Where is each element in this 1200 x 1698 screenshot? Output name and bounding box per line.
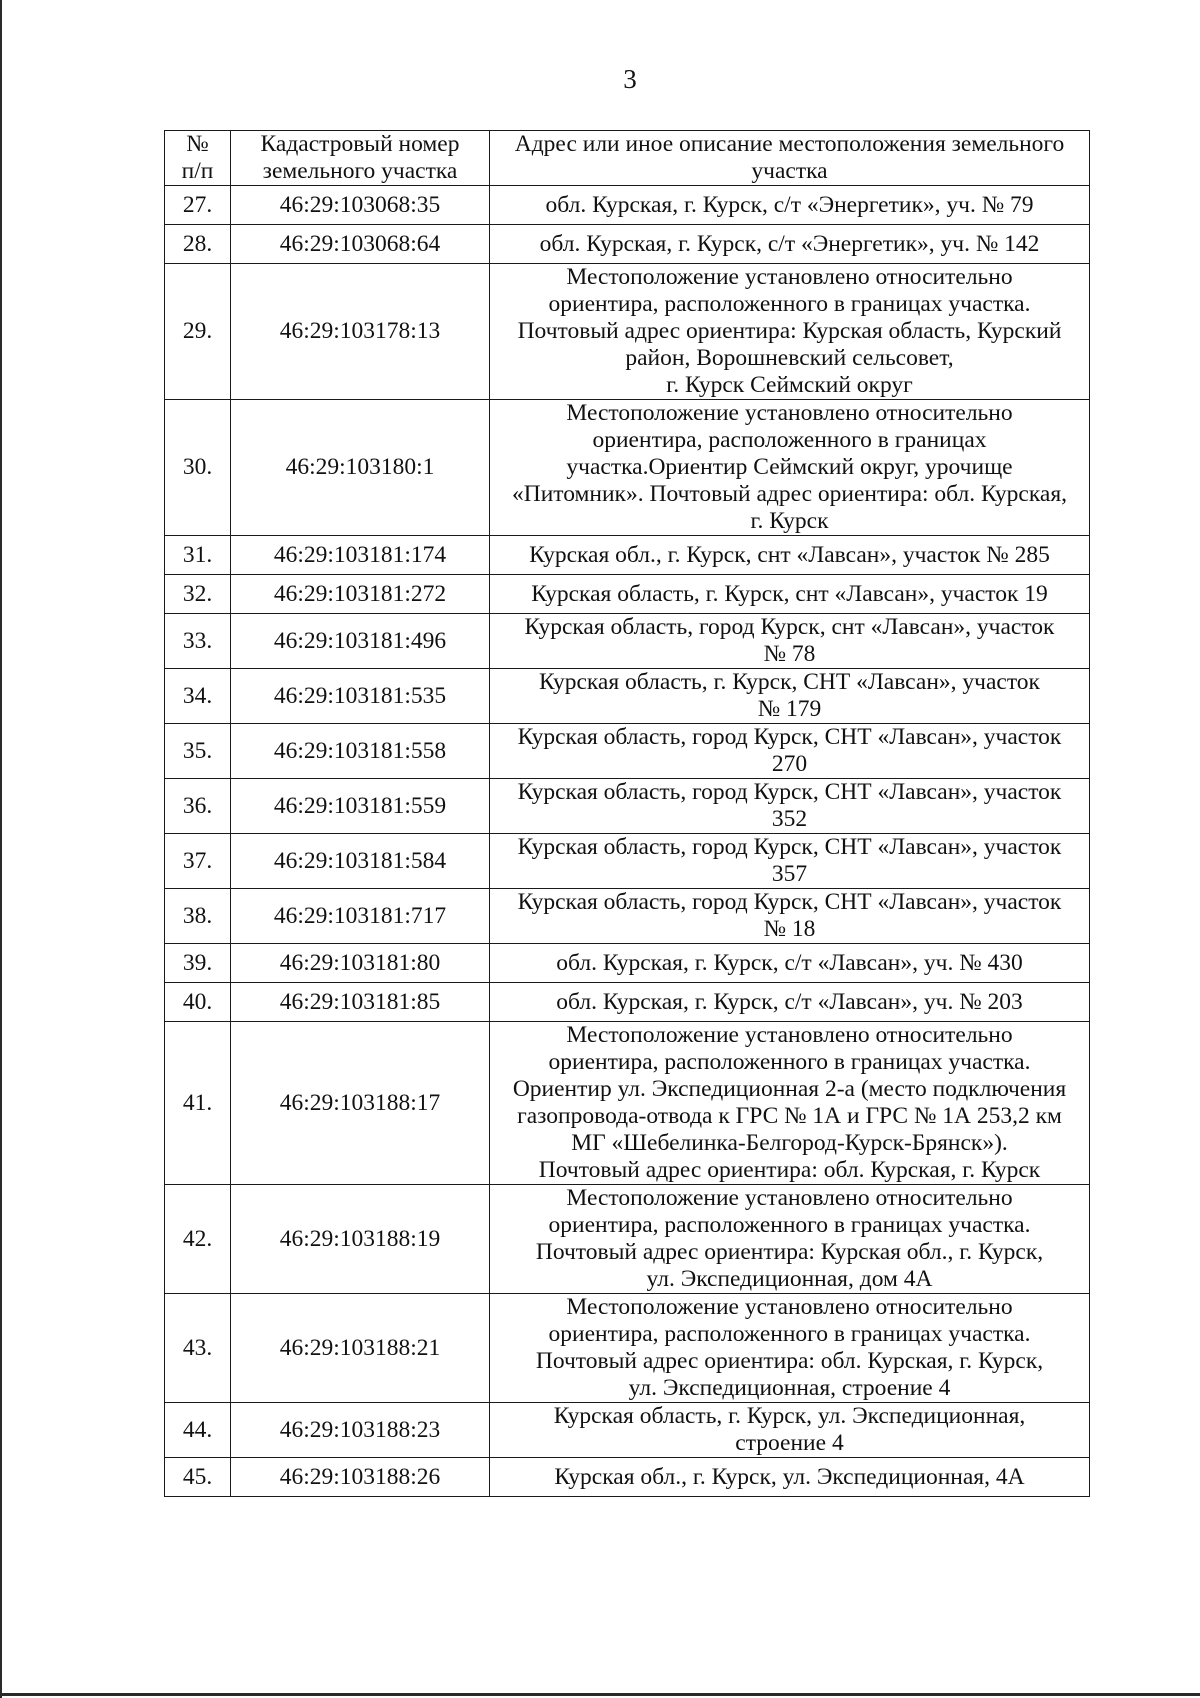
cell-address: Курская обл., г. Курск, снт «Лавсан», участок № 285: [490, 536, 1090, 575]
cell-cadastral-number: 46:29:103181:80: [231, 944, 490, 983]
cell-address: Курская область, г. Курск, СНТ «Лавсан», участок № 179: [490, 669, 1090, 724]
cell-number: 42.: [165, 1185, 231, 1294]
cell-address: Курская область, г. Курск, снт «Лавсан», участок 19: [490, 575, 1090, 614]
cell-address: Курская область, город Курск, СНТ «Лавсан», участок 270: [490, 724, 1090, 779]
cell-address: обл. Курская, г. Курск, с/т «Лавсан», уч. № 430: [490, 944, 1090, 983]
cell-address: Курская область, город Курск, СНТ «Лавсан», участок 357: [490, 834, 1090, 889]
page-number: 3: [623, 64, 637, 94]
cell-number: 28.: [165, 225, 231, 264]
table-row: [165, 1185, 1090, 1294]
cell-address: обл. Курская, г. Курск, с/т «Лавсан», уч. № 203: [490, 983, 1090, 1022]
table-row: [165, 834, 1090, 889]
cell-number: 37.: [165, 834, 231, 889]
cell-address: обл. Курская, г. Курск, с/т «Энергетик», уч. № 79: [490, 186, 1090, 225]
cell-cadastral-number: 46:29:103188:17: [231, 1022, 490, 1185]
cell-number: 40.: [165, 983, 231, 1022]
header-address: Адрес или иное описание местоположения земельного участка: [490, 131, 1090, 186]
cell-number: 33.: [165, 614, 231, 669]
cell-cadastral-number: 46:29:103181:584: [231, 834, 490, 889]
table-row: [165, 983, 1090, 1022]
cell-address: обл. Курская, г. Курск, с/т «Энергетик», уч. № 142: [490, 225, 1090, 264]
header-cadastral-number: Кадастровый номер земельного участка: [231, 131, 490, 186]
table-row: [165, 1022, 1090, 1185]
table-row: [165, 575, 1090, 614]
cell-cadastral-number: 46:29:103181:717: [231, 889, 490, 944]
table-row: [165, 779, 1090, 834]
cell-cadastral-number: 46:29:103068:35: [231, 186, 490, 225]
table-row: [165, 889, 1090, 944]
cell-cadastral-number: 46:29:103181:496: [231, 614, 490, 669]
table-row: [165, 536, 1090, 575]
cell-address: Курская область, г. Курск, ул. Экспедиционная, строение 4: [490, 1403, 1090, 1458]
cell-number: 44.: [165, 1403, 231, 1458]
cell-cadastral-number: 46:29:103188:19: [231, 1185, 490, 1294]
cell-address: Местоположение установлено относительно ориентира, расположенного в границах участка. Ориентир ул. Экспедиционная 2-а (место подключения газопровода-отвода к ГРС № 1А и ГРС № 1А 253,2 км МГ «Шебелинка-Белгород-Курск-Брянск»). Почтовый адрес ориентира: обл. Курская, г. Курск: [490, 1022, 1090, 1185]
cell-cadastral-number: 46:29:103188:26: [231, 1458, 490, 1497]
cell-cadastral-number: 46:29:103181:85: [231, 983, 490, 1022]
cell-number: 41.: [165, 1022, 231, 1185]
table-row: [165, 400, 1090, 536]
cell-number: 27.: [165, 186, 231, 225]
cell-cadastral-number: 46:29:103188:21: [231, 1294, 490, 1403]
cell-address: Курская область, город Курск, СНТ «Лавсан», участок 352: [490, 779, 1090, 834]
table-row: [165, 225, 1090, 264]
header-number: № п/п: [165, 131, 231, 186]
cell-cadastral-number: 46:29:103181:174: [231, 536, 490, 575]
table-row: [165, 614, 1090, 669]
cell-number: 35.: [165, 724, 231, 779]
cell-number: 43.: [165, 1294, 231, 1403]
cell-cadastral-number: 46:29:103188:23: [231, 1403, 490, 1458]
cell-cadastral-number: 46:29:103181:559: [231, 779, 490, 834]
cell-address: Местоположение установлено относительно ориентира, расположенного в границах участка. Почтовый адрес ориентира: обл. Курская, г. Курск, ул. Экспедиционная, строение 4: [490, 1294, 1090, 1403]
cell-number: 39.: [165, 944, 231, 983]
cell-number: 36.: [165, 779, 231, 834]
cell-number: 29.: [165, 264, 231, 400]
cell-address: Местоположение установлено относительно ориентира, расположенного в границах участка. Почтовый адрес ориентира: Курская область, Курский район, Ворошневский сельсовет, г. Курск Сеймский округ: [490, 264, 1090, 400]
cell-number: 31.: [165, 536, 231, 575]
table-row: [165, 724, 1090, 779]
cell-cadastral-number: 46:29:103178:13: [231, 264, 490, 400]
table-header-row: [165, 131, 1090, 186]
table-row: [165, 669, 1090, 724]
cell-cadastral-number: 46:29:103180:1: [231, 400, 490, 536]
cell-cadastral-number: 46:29:103181:558: [231, 724, 490, 779]
table-row: [165, 1403, 1090, 1458]
table-row: [165, 1458, 1090, 1497]
cell-cadastral-number: 46:29:103181:535: [231, 669, 490, 724]
cell-number: 45.: [165, 1458, 231, 1497]
table-row: [165, 264, 1090, 400]
table-row: [165, 944, 1090, 983]
cell-cadastral-number: 46:29:103181:272: [231, 575, 490, 614]
cell-address: Курская область, город Курск, снт «Лавсан», участок № 78: [490, 614, 1090, 669]
cell-number: 32.: [165, 575, 231, 614]
scan-edge-bottom: [0, 1693, 1200, 1696]
cell-address: Местоположение установлено относительно ориентира, расположенного в границах участка.Ориентир Сеймский округ, урочище «Питомник». Почтовый адрес ориентира: обл. Курская, г. Курск: [490, 400, 1090, 536]
cell-number: 30.: [165, 400, 231, 536]
cell-number: 38.: [165, 889, 231, 944]
land-plots-table: [164, 130, 1090, 1497]
cell-address: Курская область, город Курск, СНТ «Лавсан», участок № 18: [490, 889, 1090, 944]
cell-address: Местоположение установлено относительно ориентира, расположенного в границах участка. Почтовый адрес ориентира: Курская обл., г. Курск, ул. Экспедиционная, дом 4А: [490, 1185, 1090, 1294]
table-row: [165, 186, 1090, 225]
table-row: [165, 1294, 1090, 1403]
scan-edge-left: [0, 0, 2, 1698]
cell-cadastral-number: 46:29:103068:64: [231, 225, 490, 264]
cell-address: Курская обл., г. Курск, ул. Экспедиционная, 4А: [490, 1458, 1090, 1497]
table-body: [165, 186, 1090, 1497]
cell-number: 34.: [165, 669, 231, 724]
